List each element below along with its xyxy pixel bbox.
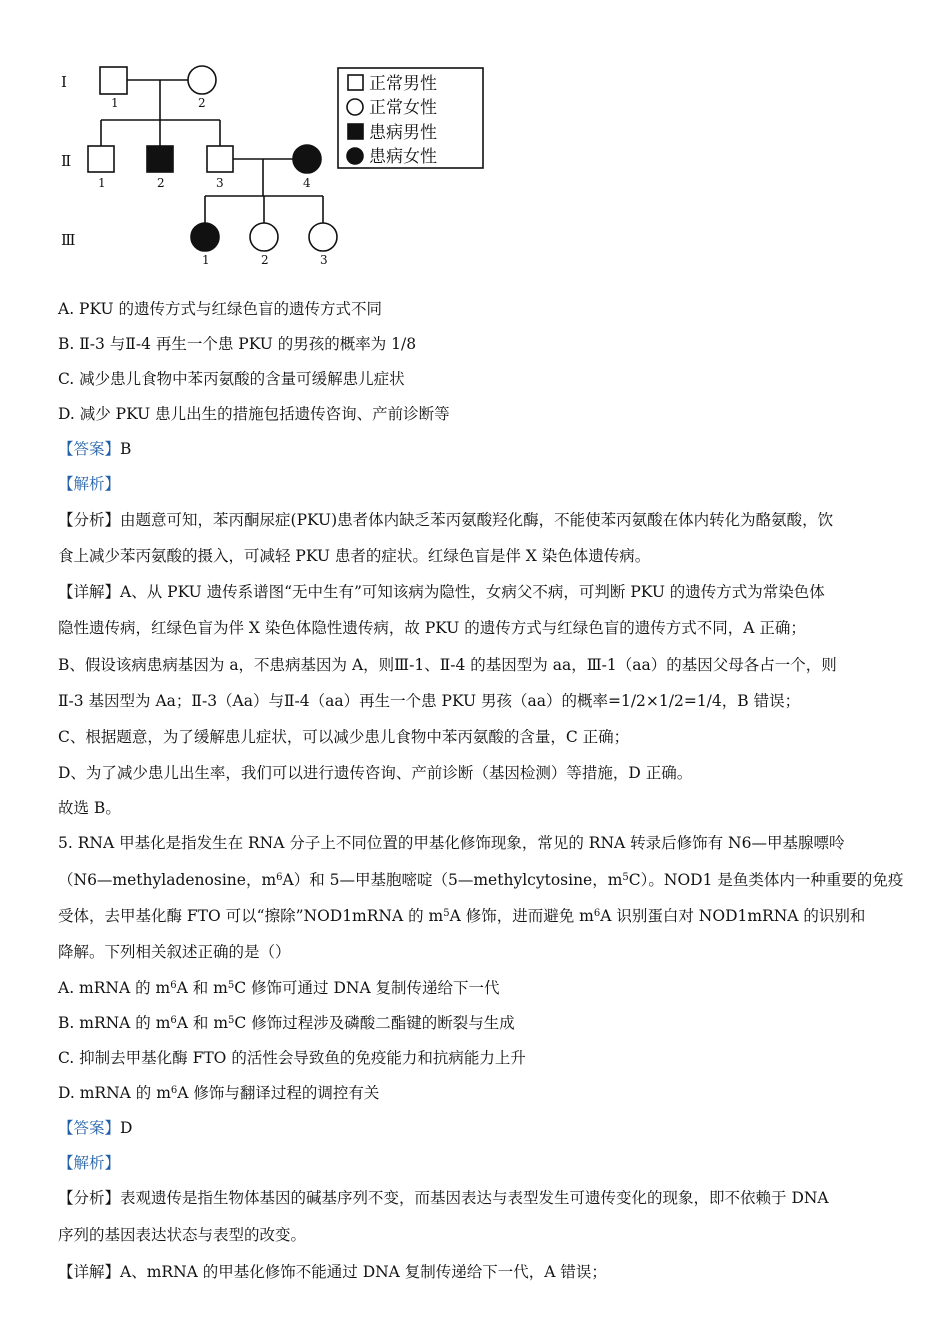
q5-fenxi-line-2: 序列的基因表达状态与表型的改变。	[58, 1226, 307, 1244]
q4-option-d: D. 减少 PKU 患儿出生的措施包括遗传咨询、产前诊断等	[58, 405, 450, 423]
q4-analysis-tag: 【解析】	[58, 475, 121, 493]
q4-option-b: B. Ⅱ-3 与Ⅱ-4 再生一个患 PKU 的男孩的概率为 1/8	[58, 335, 417, 353]
legend-affected-female-icon	[347, 148, 363, 164]
q5-option-c: C. 抑制去甲基化酶 FTO 的活性会导致鱼的免疫能力和抗病能力上升	[58, 1049, 526, 1067]
gen3-affected-female-1	[191, 223, 219, 251]
q4-fenxi-line-1: 【分析】由题意可知，苯丙酮尿症(PKU)患者体内缺乏苯丙氨酸羟化酶，不能使苯丙氨酸在体内转化为酪氨酸，饮	[58, 511, 834, 529]
gen2-num-3: 3	[216, 176, 224, 190]
q5-stem-line-2: （N6—methyladenosine，$m^6A$）和 5—甲基胞嘧啶（5—methylcytosine，$m^5C$）。NOD1 是鱼类体内一种重要的免疫	[58, 871, 904, 889]
q5-stem-line-3: 受体，去甲基化酶 FTO 可以“擦除”NOD1mRNA 的 $m^5A$ 修饰，进而避免 $m^6A$ 识别蛋白对 NOD1mRNA 的识别和	[58, 907, 866, 925]
q4-fenxi-line-2: 食上减少苯丙氨酸的摄入，可减轻 PKU 患者的症状。红绿色盲是伴 X 染色体遗传病。	[58, 547, 651, 565]
gen2-affected-female-4	[293, 145, 321, 173]
gen1-num-2: 2	[198, 96, 206, 110]
xiangjie-tag: 【详解】	[58, 583, 121, 601]
legend-affected-male-icon	[348, 124, 363, 139]
q4-option-a: A. PKU 的遗传方式与红绿色盲的遗传方式不同	[58, 300, 382, 318]
q4-xiangjie-line-4: Ⅱ-3 基因型为 Aa；Ⅱ-3（Aa）与Ⅱ-4（aa）再生一个患 PKU 男孩（aa）的概率=1/2×1/2=1/4，B 错误；	[58, 692, 801, 710]
q4-answer	[58, 439, 908, 459]
q5-answer: 【答案】D	[58, 1119, 133, 1137]
answer-tag: 【答案】	[58, 440, 121, 458]
q4-conclusion: 故选 B。	[58, 799, 121, 817]
q5-stem-line-1: 5. RNA 甲基化是指发生在 RNA 分子上不同位置的甲基化修饰现象，常见的 RNA 转录后修饰有 N6—甲基腺嘌呤	[58, 834, 845, 852]
gen-label-1: Ⅰ	[61, 73, 67, 91]
gen-label-2: Ⅱ	[61, 152, 72, 170]
answer-value: B	[120, 440, 132, 458]
legend-label-affected-female: 患病女性	[369, 147, 437, 167]
gen3-female-3	[309, 223, 337, 251]
q5-fenxi-line-1: 【分析】表观遗传是指生物体基因的碱基序列不变，而基因表达与表型发生可遗传变化的现象，即不依赖于 DNA	[58, 1189, 829, 1207]
q5-xiangjie-line-1: 【详解】A、mRNA 的甲基化修饰不能通过 DNA 复制传递给下一代，A 错误；	[58, 1263, 607, 1281]
gen2-male-1	[88, 146, 114, 172]
legend-label-normal-male: 正常男性	[369, 74, 437, 94]
legend-label-normal-female: 正常女性	[369, 98, 437, 118]
gen3-num-1: 1	[202, 253, 210, 267]
gen2-male-3	[207, 146, 233, 172]
q5-option-d: D. mRNA 的 $m^6A$ 修饰与翻译过程的调控有关	[58, 1084, 380, 1102]
gen2-affected-male-2	[147, 146, 173, 172]
q5-stem-line-4: 降解。下列相关叙述正确的是（）	[58, 943, 291, 961]
pedigree-chart	[55, 58, 485, 273]
q5-option-b: B. mRNA 的 $m^6A$ 和 $m^5C$ 修饰过程涉及磷酸二酯键的断裂与生成	[58, 1014, 515, 1032]
legend-normal-male-icon	[348, 75, 363, 90]
q4-xiangjie-line-6: D、为了减少患儿出生率，我们可以进行遗传咨询、产前诊断（基因检测）等措施，D 正确。	[58, 764, 693, 782]
gen3-num-3: 3	[320, 253, 328, 267]
q5-option-a: A. mRNA 的 $m^6A$ 和 $m^5C$ 修饰可通过 DNA 复制传递给下一代	[58, 979, 500, 997]
gen2-num-1: 1	[98, 176, 106, 190]
gen-label-3: Ⅲ	[61, 231, 76, 249]
gen2-num-4: 4	[303, 176, 311, 190]
gen1-female-2	[188, 66, 216, 94]
q4-option-c: C. 减少患儿食物中苯丙氨酸的含量可缓解患儿症状	[58, 370, 405, 388]
q4-xiangjie-line-1: 【详解】A、从 PKU 遗传系谱图“无中生有”可知该病为隐性，女病父不病，可判断 PKU 的遗传方式为常染色体	[58, 583, 825, 601]
gen3-female-2	[250, 223, 278, 251]
gen2-num-2: 2	[157, 176, 165, 190]
fenxi-tag: 【分析】	[58, 511, 121, 529]
q5-analysis-tag: 【解析】	[58, 1154, 121, 1172]
gen1-num-1: 1	[111, 96, 119, 110]
legend-normal-female-icon	[347, 99, 363, 115]
q4-xiangjie-line-2: 隐性遗传病，红绿色盲为伴 X 染色体隐性遗传病，故 PKU 的遗传方式与红绿色盲的遗传方式不同，A 正确；	[58, 619, 806, 637]
q4-xiangjie-line-5: C、根据题意，为了缓解患儿症状，可以减少患儿食物中苯丙氨酸的含量，C 正确；	[58, 728, 630, 746]
gen1-male-1	[100, 67, 127, 94]
legend-label-affected-male: 患病男性	[369, 123, 437, 143]
gen3-num-2: 2	[261, 253, 269, 267]
q4-xiangjie-line-3: B、假设该病患病基因为 a，不患病基因为 A，则Ⅲ-1、Ⅱ-4 的基因型为 aa，Ⅲ-1（aa）的基因父母各占一个，则	[58, 656, 837, 674]
